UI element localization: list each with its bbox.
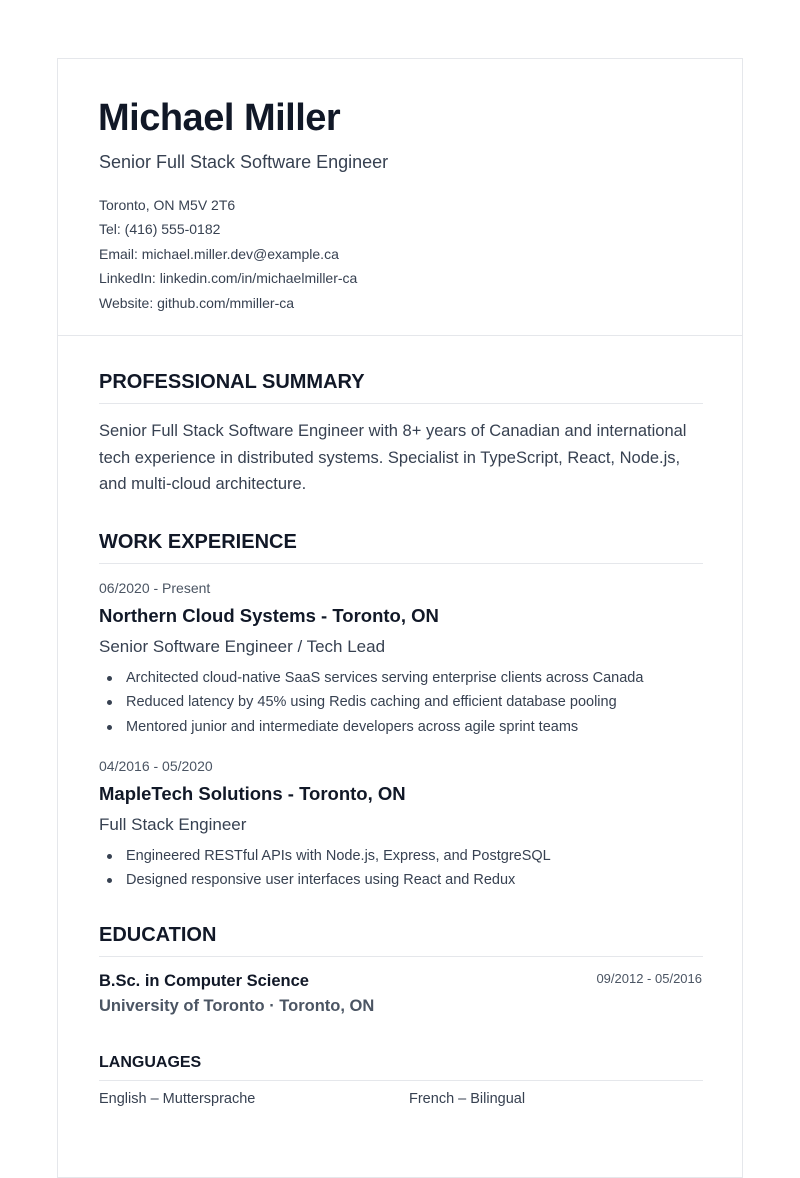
job-bullets (99, 666, 643, 739)
contact-email: Email: michael.miller.dev@example.ca (99, 245, 339, 262)
job-bullets (99, 844, 551, 893)
candidate-headline: Senior Full Stack Software Engineer (99, 152, 389, 172)
job-bullet: Architected cloud-native SaaS services serving enterprise clients across Canada (99, 666, 643, 690)
candidate-name: Michael Miller (98, 97, 341, 139)
contact-linkedin: LinkedIn: linkedin.com/in/michaelmiller-ca (99, 270, 358, 287)
job-dates: 04/2016 - 05/2020 (99, 758, 213, 774)
education-heading: EDUCATION (99, 924, 703, 957)
job-bullet: Engineered RESTful APIs with Node.js, Express, and PostgreSQL (99, 844, 551, 868)
resume-header (58, 59, 742, 336)
job-role: Full Stack Engineer (99, 815, 247, 834)
job-bullet: Reduced latency by 45% using Redis caching and efficient database pooling (99, 690, 643, 714)
experience-heading: WORK EXPERIENCE (99, 531, 703, 564)
resume-page (57, 58, 743, 1178)
job-company: MapleTech Solutions - Toronto, ON (99, 783, 406, 804)
contact-phone: Tel: (416) 555-0182 (99, 221, 221, 238)
education-dates: 09/2012 - 05/2016 (596, 971, 702, 986)
summary-heading: PROFESSIONAL SUMMARY (99, 371, 703, 404)
education-school: University of Toronto · Toronto, ON (99, 997, 375, 1015)
languages-heading: LANGUAGES (99, 1054, 703, 1081)
language-item: English – Muttersprache (99, 1091, 256, 1107)
job-bullet: Mentored junior and intermediate developers across agile sprint teams (99, 715, 643, 739)
summary-text: Senior Full Stack Software Engineer with 8+ years of Canadian and international tech experience in distributed systems. Specialist in TypeScript, React, Node.js, and multi-cloud architecture. (99, 422, 687, 493)
job-dates: 06/2020 - Present (99, 580, 211, 596)
contact-address: Toronto, ON M5V 2T6 (99, 197, 236, 213)
job-role: Senior Software Engineer / Tech Lead (99, 637, 386, 656)
contact-block (99, 193, 357, 315)
language-item: French – Bilingual (409, 1091, 526, 1107)
education-degree: B.Sc. in Computer Science (99, 972, 309, 990)
job-bullet: Designed responsive user interfaces using React and Redux (99, 868, 551, 892)
contact-website: Website: github.com/mmiller-ca (99, 294, 295, 311)
job-company: Northern Cloud Systems - Toronto, ON (99, 605, 439, 626)
